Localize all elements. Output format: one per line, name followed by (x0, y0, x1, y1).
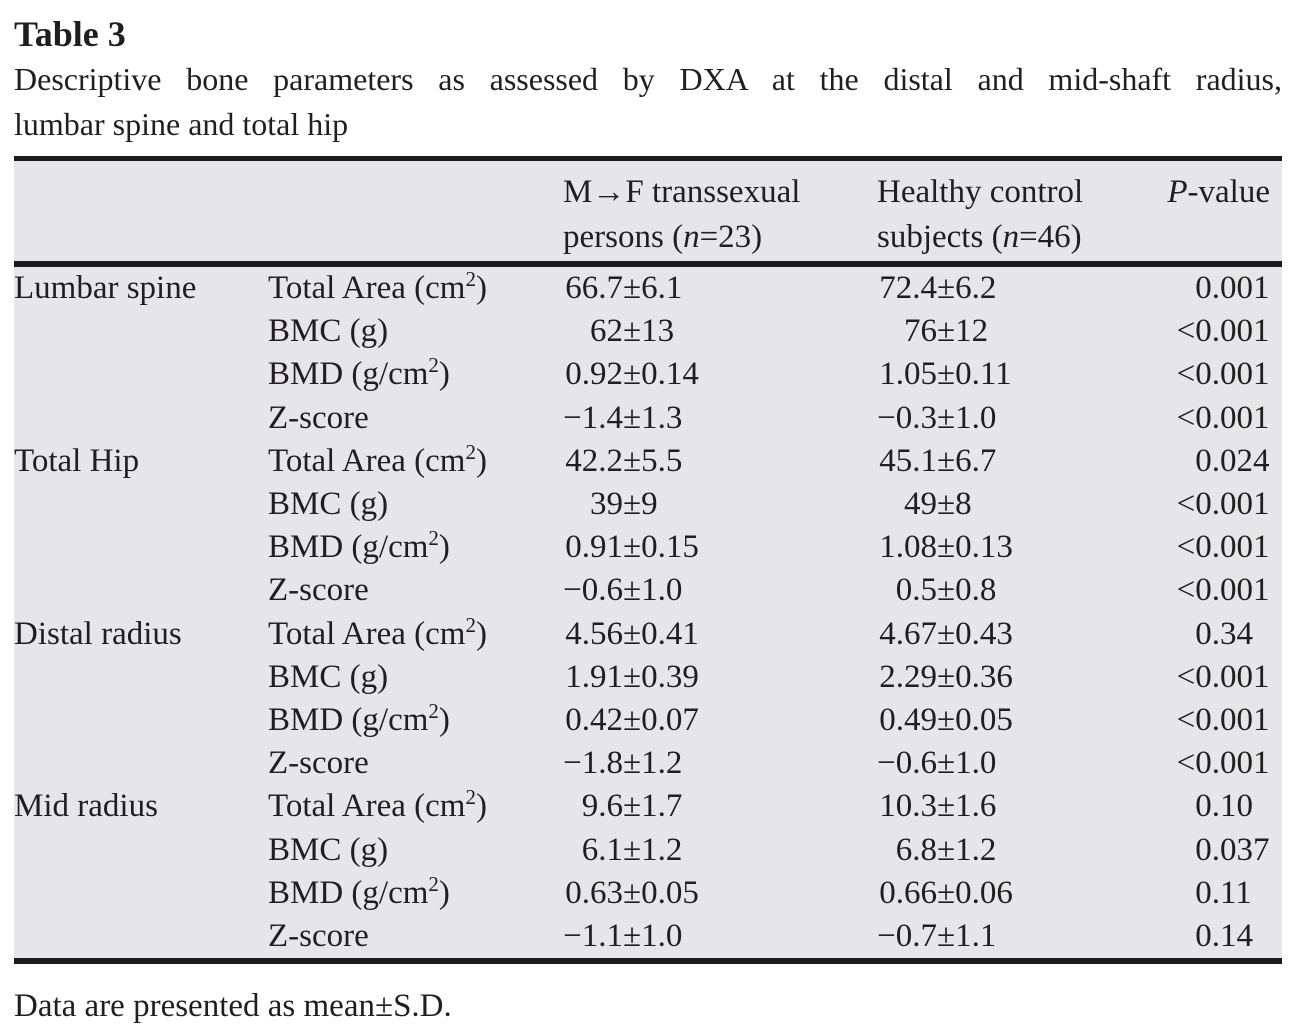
site-cell (14, 310, 268, 353)
header-transsexual-group (563, 159, 877, 265)
table-row (14, 569, 1282, 612)
table-caption (14, 57, 1282, 147)
site-cell (14, 569, 268, 612)
control-value-cell: 49±8 (877, 483, 1132, 526)
header-pvalue-rest: -value (1187, 174, 1270, 210)
transsexual-value-cell: 62±13 (563, 310, 877, 353)
transsexual-value-cell: 1.91±0.39 (563, 656, 877, 699)
site-cell (14, 829, 268, 872)
transsexual-value-cell: 42.2±5.5 (563, 440, 877, 483)
transsexual-value-cell: −1.8±1.2 (563, 742, 877, 785)
parameter-cell: Total Area $(cm^2)$ (268, 440, 563, 483)
parameter-cell: BMC (g) (268, 829, 563, 872)
pvalue-cell: <0.001 (1132, 353, 1282, 396)
header-pvalue-italic-p: P (1167, 174, 1188, 210)
table-row (14, 829, 1282, 872)
control-value-cell: 4.67±0.43 (877, 613, 1132, 656)
site-cell: Lumbar spine (14, 264, 268, 310)
pvalue-cell: 0.10 (1132, 785, 1282, 828)
parameter-cell: BMC (g) (268, 656, 563, 699)
site-cell (14, 526, 268, 569)
pvalue-cell: 0.14 (1132, 915, 1282, 961)
header-pvalue-cell (1132, 159, 1282, 265)
control-value-cell: 45.1±6.7 (877, 440, 1132, 483)
transsexual-value-cell: 6.1±1.2 (563, 829, 877, 872)
table-row (14, 310, 1282, 353)
site-cell (14, 699, 268, 742)
pvalue-cell: <0.001 (1132, 310, 1282, 353)
table-row (14, 440, 1282, 483)
control-value-cell: 1.08±0.13 (877, 526, 1132, 569)
table-footnote: Data are presented as mean±S.D. (14, 988, 452, 1025)
table-row (14, 742, 1282, 785)
parameter-cell: BMD $(g/cm^2)$ (268, 872, 563, 915)
site-cell (14, 915, 268, 961)
parameter-cell: BMD $(g/cm^2)$ (268, 699, 563, 742)
parameter-cell: Total Area $(cm^2)$ (268, 613, 563, 656)
pvalue-cell: <0.001 (1132, 526, 1282, 569)
site-cell (14, 656, 268, 699)
header-parameter-cell (268, 159, 563, 265)
site-cell (14, 353, 268, 396)
site-cell: Mid radius (14, 785, 268, 828)
table-row (14, 613, 1282, 656)
site-cell (14, 742, 268, 785)
transsexual-value-cell: 4.56±0.41 (563, 613, 877, 656)
control-value-cell: 0.49±0.05 (877, 699, 1132, 742)
pvalue-cell: 0.11 (1132, 872, 1282, 915)
table-header (14, 159, 1282, 265)
control-value-cell: −0.3±1.0 (877, 397, 1132, 440)
table-title: Table 3 (14, 14, 126, 54)
parameter-cell: Total Area $(cm^2)$ (268, 264, 563, 310)
parameter-cell: BMD $(g/cm^2)$ (268, 353, 563, 396)
header-site-cell (14, 159, 268, 265)
pvalue-cell: 0.037 (1132, 829, 1282, 872)
table-row (14, 872, 1282, 915)
control-value-cell: 2.29±0.36 (877, 656, 1132, 699)
control-value-cell: 72.4±6.2 (877, 264, 1132, 310)
control-value-cell: 76±12 (877, 310, 1132, 353)
header-control-line2 (877, 215, 1132, 260)
parameter-cell: BMC (g) (268, 483, 563, 526)
table-row (14, 656, 1282, 699)
header-transsexual-line2 (563, 215, 877, 260)
pvalue-cell: <0.001 (1132, 656, 1282, 699)
control-value-cell: 1.05±0.11 (877, 353, 1132, 396)
transsexual-value-cell: 0.63±0.05 (563, 872, 877, 915)
table-row (14, 699, 1282, 742)
transsexual-value-cell: 66.7±6.1 (563, 264, 877, 310)
control-value-cell: −0.7±1.1 (877, 915, 1132, 961)
table-body (14, 264, 1282, 961)
data-table (14, 156, 1282, 964)
transsexual-value-cell: 39±9 (563, 483, 877, 526)
header-control-line2-pre: subjects ( (877, 219, 1003, 255)
parameter-cell: Z-score (268, 569, 563, 612)
header-row (14, 159, 1282, 265)
pvalue-cell: <0.001 (1132, 699, 1282, 742)
table-row (14, 785, 1282, 828)
control-value-cell: 10.3±1.6 (877, 785, 1132, 828)
pvalue-cell: 0.001 (1132, 264, 1282, 310)
table-row (14, 915, 1282, 961)
site-cell: Distal radius (14, 613, 268, 656)
caption-line-2: lumbar spine and total hip (14, 106, 349, 142)
parameter-cell: Z-score (268, 742, 563, 785)
transsexual-value-cell: 0.91±0.15 (563, 526, 877, 569)
pvalue-cell: <0.001 (1132, 397, 1282, 440)
pvalue-cell: 0.34 (1132, 613, 1282, 656)
parameter-cell: Total Area $(cm^2)$ (268, 785, 563, 828)
control-value-cell: 0.5±0.8 (877, 569, 1132, 612)
site-cell (14, 872, 268, 915)
pvalue-cell: <0.001 (1132, 483, 1282, 526)
table-row (14, 264, 1282, 310)
transsexual-value-cell: 9.6±1.7 (563, 785, 877, 828)
site-cell (14, 397, 268, 440)
control-value-cell: 0.66±0.06 (877, 872, 1132, 915)
parameter-cell: Z-score (268, 915, 563, 961)
transsexual-value-cell: 0.42±0.07 (563, 699, 877, 742)
table-row (14, 483, 1282, 526)
parameter-cell: BMD $(g/cm^2)$ (268, 526, 563, 569)
caption-line-1: Descriptive bone parameters as assessed by DXA at the distal and mid-shaft radius, (14, 61, 1282, 97)
transsexual-value-cell: −0.6±1.0 (563, 569, 877, 612)
pvalue-cell: 0.024 (1132, 440, 1282, 483)
pvalue-cell: <0.001 (1132, 569, 1282, 612)
control-value-cell: −0.6±1.0 (877, 742, 1132, 785)
header-transsexual-line2-post: =23) (699, 219, 763, 255)
header-transsexual-n: n (683, 219, 700, 255)
table-row (14, 397, 1282, 440)
transsexual-value-cell: −1.4±1.3 (563, 397, 877, 440)
header-control-group (877, 159, 1132, 265)
table-row (14, 353, 1282, 396)
parameter-cell: BMC (g) (268, 310, 563, 353)
transsexual-value-cell: 0.92±0.14 (563, 353, 877, 396)
header-control-n: n (1002, 219, 1020, 255)
site-cell (14, 483, 268, 526)
table-row (14, 526, 1282, 569)
pvalue-cell: <0.001 (1132, 742, 1282, 785)
site-cell: Total Hip (14, 440, 268, 483)
header-control-line2-post: =46) (1019, 219, 1082, 255)
header-control-line1: Healthy control (877, 174, 1084, 210)
control-value-cell: 6.8±1.2 (877, 829, 1132, 872)
transsexual-value-cell: −1.1±1.0 (563, 915, 877, 961)
header-transsexual-line1: M→F transsexual (563, 174, 801, 210)
header-transsexual-line2-pre: persons ( (563, 219, 684, 255)
parameter-cell: Z-score (268, 397, 563, 440)
